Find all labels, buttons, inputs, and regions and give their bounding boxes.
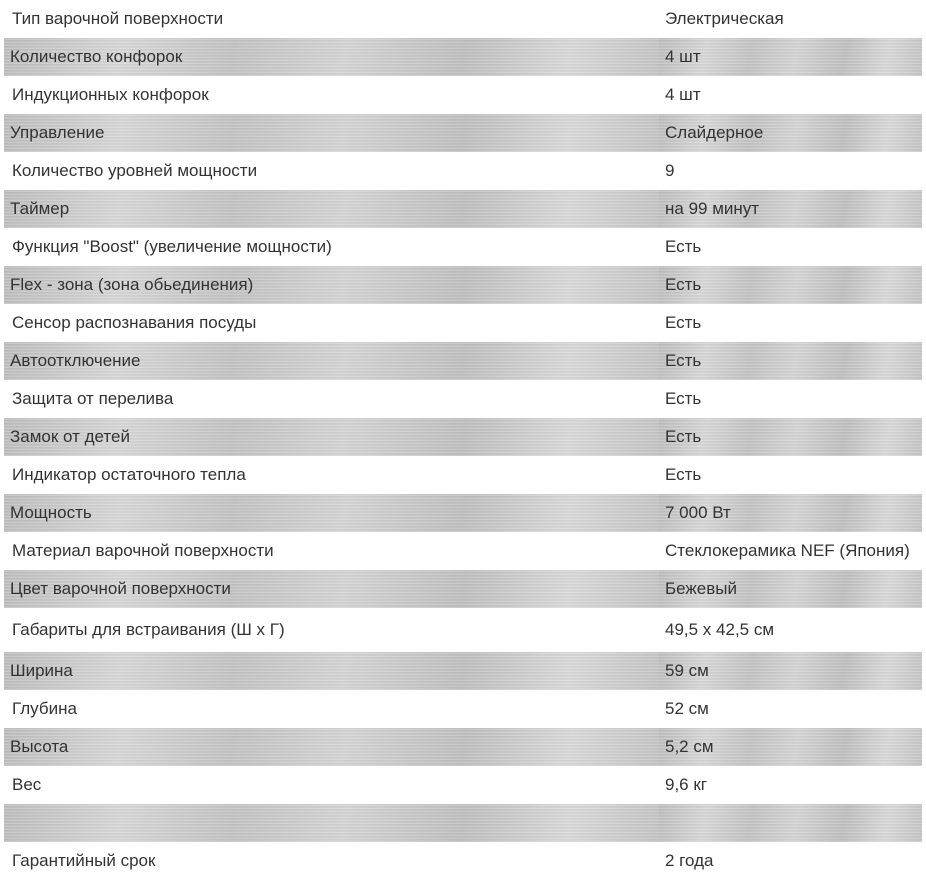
spec-label: Flex - зона (зона обьединения) [2, 266, 659, 304]
spec-label: Материал варочной поверхности [12, 541, 274, 560]
spec-row-weight [2, 766, 924, 804]
spec-value: Есть [665, 465, 702, 484]
spec-value: Есть [659, 418, 924, 456]
spec-label: Таймер [2, 190, 659, 228]
spec-value: 9 [665, 161, 675, 180]
spec-label: Мощность [2, 494, 659, 532]
spec-label: Тип варочной поверхности [12, 9, 224, 28]
spec-value: 9,6 кг [665, 775, 707, 794]
spec-label: Высота [2, 728, 659, 766]
spec-value: 49,5 х 42,5 см [665, 620, 775, 639]
spec-value: Есть [665, 237, 702, 256]
spec-value: 4 шт [659, 38, 924, 76]
spec-row-pan-sensor [2, 304, 924, 342]
spec-label: Индукционных конфорок [12, 85, 209, 104]
spec-row-boost [2, 228, 924, 266]
spec-label: Сенсор распознавания посуды [12, 313, 257, 332]
spec-value: Есть [665, 389, 702, 408]
spec-label: Управление [2, 114, 659, 152]
spec-row-empty [2, 804, 924, 842]
spec-label [2, 804, 659, 842]
spec-row-flex-zone [2, 266, 924, 304]
spec-label: Цвет варочной поверхности [2, 570, 659, 608]
spec-value: Есть [659, 266, 924, 304]
spec-row-depth [2, 690, 924, 728]
spec-row-auto-off [2, 342, 924, 380]
spec-row-power [2, 494, 924, 532]
spec-label: Количество уровней мощности [12, 161, 258, 180]
spec-value: 52 см [665, 699, 709, 718]
spec-row-power-levels [2, 152, 924, 190]
spec-label: Ширина [2, 652, 659, 690]
spec-value: Стеклокерамика NEF (Япония) [665, 541, 910, 560]
spec-row-burner-count [2, 38, 924, 76]
spec-value: Есть [659, 342, 924, 380]
spec-label: Автоотключение [2, 342, 659, 380]
spec-value: 7 000 Вт [659, 494, 924, 532]
spec-label: Гарантийный срок [12, 851, 156, 870]
spec-label: Функция "Boost" (увеличение мощности) [12, 237, 332, 256]
spec-value: Слайдерное [659, 114, 924, 152]
spec-value: 2 года [665, 851, 714, 870]
spec-row-child-lock [2, 418, 924, 456]
specifications-body [2, 0, 924, 880]
spec-label: Замок от детей [2, 418, 659, 456]
spec-row-surface-color [2, 570, 924, 608]
spec-row-residual-heat [2, 456, 924, 494]
spec-label: Габариты для встраивания (Ш х Г) [12, 620, 285, 639]
spec-row-overflow-protection [2, 380, 924, 418]
spec-row-timer [2, 190, 924, 228]
spec-value: 5,2 см [659, 728, 924, 766]
spec-value: на 99 минут [659, 190, 924, 228]
spec-value: Бежевый [659, 570, 924, 608]
spec-row-surface-material [2, 532, 924, 570]
spec-row-cutout-dimensions [2, 608, 924, 652]
spec-label: Количество конфорок [2, 38, 659, 76]
spec-row-width [2, 652, 924, 690]
spec-row-height [2, 728, 924, 766]
spec-label: Индикатор остаточного тепла [12, 465, 246, 484]
spec-value: 4 шт [665, 85, 701, 104]
spec-value [659, 804, 924, 842]
spec-value: 59 см [659, 652, 924, 690]
spec-value: Электрическая [665, 9, 784, 28]
spec-label: Глубина [12, 699, 77, 718]
spec-row-hob-type [2, 0, 924, 38]
spec-row-induction-burners [2, 76, 924, 114]
spec-value: Есть [665, 313, 702, 332]
spec-row-control [2, 114, 924, 152]
spec-label: Защита от перелива [12, 389, 174, 408]
spec-label: Вес [12, 775, 42, 794]
spec-row-warranty [2, 842, 924, 880]
